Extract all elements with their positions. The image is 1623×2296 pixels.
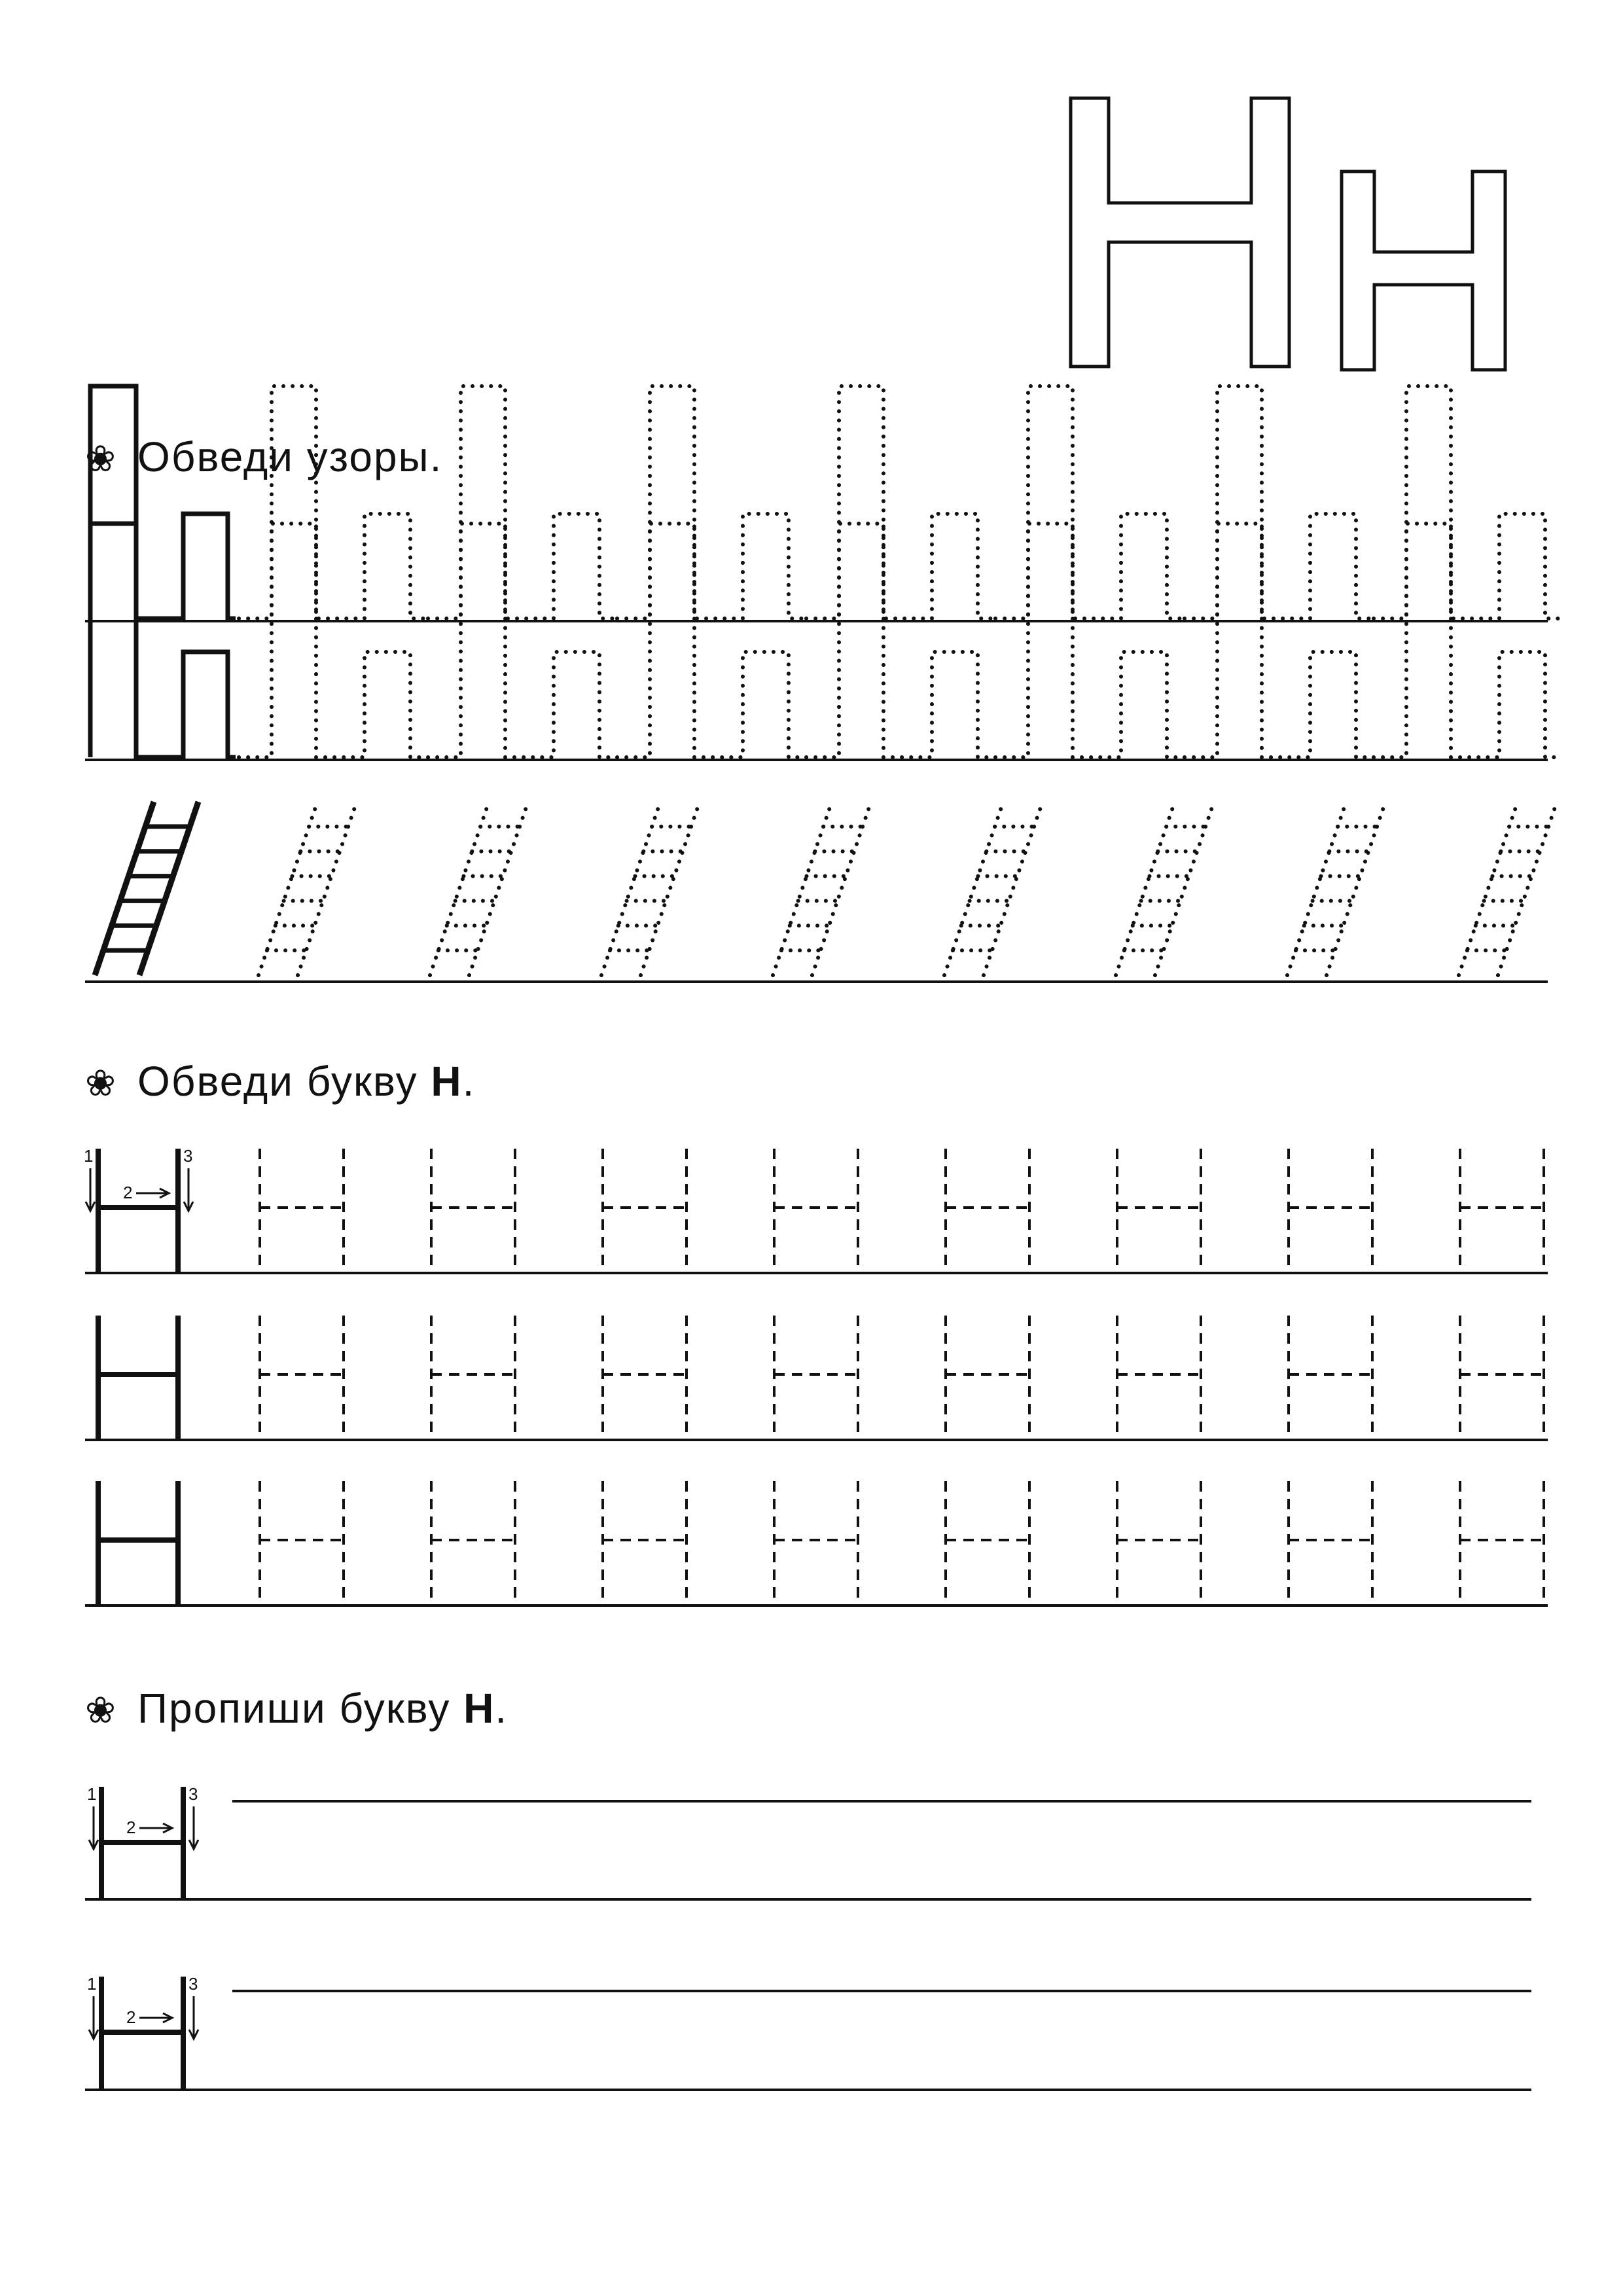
dashed-letter (603, 1481, 687, 1603)
stroke-number: 3 (183, 1146, 193, 1166)
dashed-letter (260, 1316, 344, 1437)
dashed-letter (946, 1316, 1029, 1437)
dashed-letter (1117, 1316, 1201, 1437)
pattern-dotted (806, 386, 995, 619)
pattern-dotted (428, 386, 617, 619)
dashed-letter (1289, 1481, 1372, 1603)
dashed-letter (1460, 1149, 1544, 1270)
stroke-number: 1 (87, 1784, 97, 1804)
dashed-letter (946, 1481, 1029, 1603)
pattern-dotted (1185, 386, 1374, 619)
outline-small-shape (1342, 171, 1505, 370)
section-heading-write-letter (85, 1685, 508, 1732)
ladder-dotted (259, 802, 357, 975)
letter-row (84, 1146, 1548, 1273)
dashed-letter (946, 1149, 1029, 1270)
writing-row (85, 1784, 1531, 1899)
ladder-dotted (773, 802, 871, 975)
sample-letter (87, 1784, 198, 1899)
writing-row (85, 1974, 1531, 2090)
dashed-letter (260, 1481, 344, 1603)
heading-letter: Н (431, 1058, 463, 1105)
pattern-dotted (1374, 386, 1563, 619)
pattern-dotted (995, 524, 1185, 757)
dashed-letter (603, 1316, 687, 1437)
section-heading-patterns (85, 433, 443, 480)
flower-icon: ❀ (85, 1062, 117, 1103)
flower-icon: ❀ (85, 438, 117, 479)
dashed-letter (1460, 1481, 1544, 1603)
dashed-letter (1289, 1316, 1372, 1437)
pattern-sample (90, 524, 236, 757)
pattern-dotted (617, 386, 806, 619)
pattern-dotted (239, 524, 428, 757)
stroke-number: 1 (84, 1146, 94, 1166)
ladder-tracing-row (85, 802, 1557, 982)
outline-capital-shape (1071, 98, 1289, 367)
dashed-letter (1289, 1149, 1372, 1270)
stroke-number: 2 (126, 1818, 136, 1837)
flower-icon: ❀ (85, 1689, 117, 1731)
stroke-number: 3 (188, 1784, 198, 1804)
ladder-dotted (1459, 802, 1557, 975)
ladder-dotted (1287, 802, 1385, 975)
ladder-dotted (430, 802, 528, 975)
pattern-dotted (806, 524, 995, 757)
dashed-letter (774, 1149, 858, 1270)
sample-letter (87, 1974, 198, 2090)
pattern-dotted (617, 524, 806, 757)
ladder-dotted (944, 802, 1043, 975)
pattern-row (85, 386, 1563, 621)
dashed-letter (431, 1149, 515, 1270)
dashed-letter (1117, 1481, 1201, 1603)
dashed-letter (1117, 1149, 1201, 1270)
dashed-letter (431, 1316, 515, 1437)
letter-writing-rows (85, 1784, 1531, 2090)
heading-letter: Н (463, 1685, 495, 1732)
letter-row (85, 1481, 1548, 1605)
heading-end: . (495, 1685, 508, 1732)
dashed-letter (260, 1149, 344, 1270)
stroke-number: 2 (126, 2007, 136, 2027)
heading-text: Обведи узоры. (137, 433, 443, 480)
outline-capital-letter (1071, 98, 1289, 367)
dashed-letter (774, 1316, 858, 1437)
outline-small-letter (1342, 171, 1505, 370)
dashed-letter (431, 1481, 515, 1603)
pattern-row (85, 524, 1563, 760)
pattern-sample (90, 386, 236, 619)
ladder-dotted (601, 802, 700, 975)
heading-text: Обведи букву (137, 1058, 431, 1105)
ladder-dotted (1116, 802, 1214, 975)
letter-tracing-rows (84, 1146, 1548, 1605)
dashed-letter (1460, 1316, 1544, 1437)
ladder-sample (95, 802, 198, 975)
stroke-number: 1 (87, 1974, 97, 1994)
dashed-letter (603, 1149, 687, 1270)
heading-text: Пропиши букву (137, 1685, 464, 1732)
pattern-dotted (1374, 524, 1563, 757)
pattern-dotted (428, 524, 617, 757)
sample-letter (98, 1316, 178, 1440)
sample-letter (98, 1481, 178, 1605)
pattern-dotted (239, 386, 428, 619)
section-heading-trace-letter (85, 1058, 476, 1105)
pattern-dotted (1185, 524, 1374, 757)
sample-letter (84, 1146, 193, 1273)
dashed-letter (774, 1481, 858, 1603)
letter-row (85, 1316, 1548, 1440)
stroke-number: 2 (123, 1183, 133, 1202)
heading-end: . (462, 1058, 476, 1105)
stroke-number: 3 (188, 1974, 198, 1994)
pattern-dotted (995, 386, 1185, 619)
